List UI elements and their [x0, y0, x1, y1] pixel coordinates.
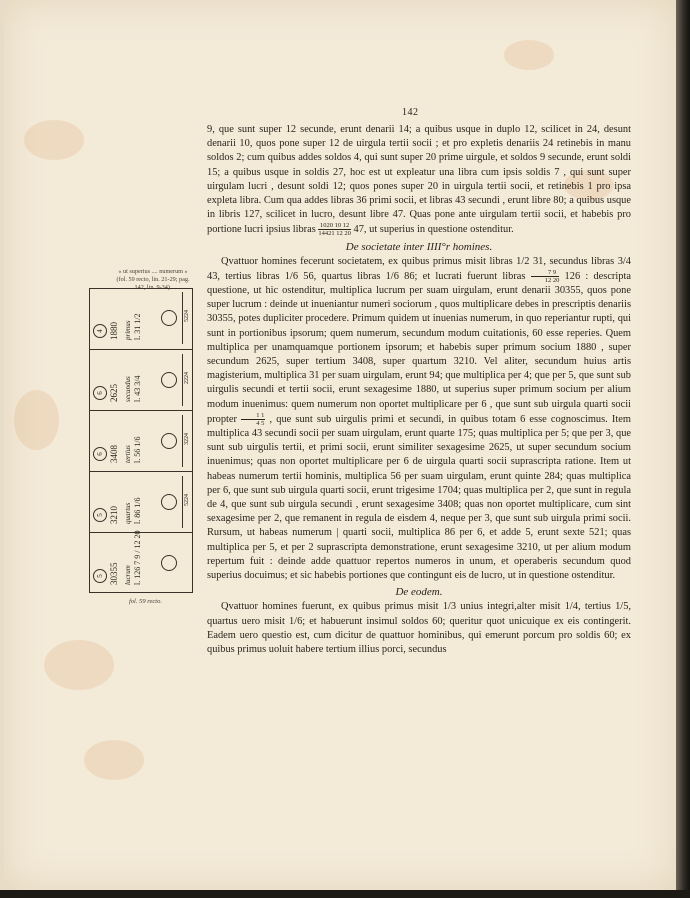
stain — [14, 390, 59, 450]
diagram-label: primus — [124, 320, 132, 340]
fraction-inline: 1/6 — [288, 615, 303, 627]
frac-num: 1020 10 12 — [320, 222, 350, 230]
text-span: , que sunt sub uirgulis primi et secundi, in quibus totam 6 esse cognoscimus. Item multiplica 43 secundi socii per suam uirgulam, erunt quarte 175; quas multiplica per 5; que per 3, que sunt sub uirgulis tertii, et primi socii, erunt similiter sexagesime 2625, ut super secundum socium inuenimus; quas non oportet multiplicare per 6 de uirgula quarti socii suprascripta ratione. Item ut habeas numerum tertii hominis, multiplica 56 per suam uirgulam, erunt quinte 284; quas multiplica per 6, que sunt sub uirgula quarti socii, erunt trigesime 1704; quas multiplica per 2, que sunt in regula de 4, que sunt sub uirgula secundi , erunt sexagesime 3408; quas non oportet multiplicare, cum sint sexagesime per 2, que remanent in regula de eisdem 4, neque per 3, que sunt sub uirgula primi socii. Rursum, ut habeas numerum | quarti socii, multiplica 86 per 6, et adde 5, erunt sexte 521; quas multiplica per 5, et per 2 suprascripta demonstratione, erunt sexagesime 3210, ut per alium modum repertum fuit : deinde adde quattuor repertos numeros in unum, et operaberis secundum quod superius docuimus; et sic habebis portiones que contingunt eis de lucro, ut in questione ostenditur. — [207, 413, 631, 581]
diagram-index: 6 — [93, 447, 107, 461]
text-span: 9, que sunt super 12 secunde, erunt denarii 14; a quibus usque in duplo 12, scilicet in 24, desunt denarii 10, quos pone super 12 de uirgula tertii socii ; et pro expletis denariis 24 retinebis in manu soldos 2; cum quibus addes soldos 4, qui sunt super 20 prime uirgule, et soldos 9 secunde, erunt soldi 15; a quibus usque in soldis 27, hoc est ut expleatur una libra cum ipsis soldis 7 , qui sunt super uirgulam lucri , desunt soldi 12; quos pones super 20 in uirgula tertii socii, et retinebis 1 pro ipsa expleta libra. Cum qua addes libras 36 primi socii, et libras 43 secundi , erunt libre 80; a quibus usque in libris 127, scilicet in lucro, desunt libre 47. Quas pone ante uirgulam tertii socii, et habebis pro portione lucri ipsius libras — [207, 124, 631, 236]
text-span: 31, secundus libras — [532, 255, 615, 267]
diagram-value: l. 31 1/2 — [133, 313, 142, 340]
diagram-rule — [182, 415, 183, 467]
frac-den: 4 5 — [256, 419, 265, 427]
diagram-cell — [89, 410, 193, 471]
frac-num: 7 9 — [531, 269, 560, 277]
diagram-index: 4 — [93, 324, 107, 338]
fraction-inline: 1/5 — [615, 601, 629, 613]
stain — [504, 40, 554, 70]
book-binding — [676, 0, 690, 898]
diagram-index-wrap — [93, 508, 107, 522]
text-span: Qvattuor homines fecerunt societatem, ex quibus primus misit libras — [221, 255, 513, 267]
fraction-inline: 1/4 — [564, 601, 578, 613]
diagram-side-number: 5224 — [184, 494, 190, 506]
diagram — [89, 288, 193, 593]
fraction — [531, 269, 560, 284]
text-span: 43, tertius libras — [207, 270, 280, 282]
diagram-cell — [89, 349, 193, 410]
diagram-cell — [89, 288, 193, 349]
diagram-index-wrap — [93, 386, 107, 400]
fraction-inline: 1/6 — [284, 270, 299, 282]
diagram-label: tertius — [124, 445, 132, 463]
diagram-number: 30355 — [109, 562, 119, 585]
text-span: 56, quartus libras — [303, 270, 381, 282]
diagram-value: l. 56 1/6 — [133, 436, 142, 463]
diagram-circle — [161, 494, 177, 510]
frac-den: 14421 12 20 — [318, 230, 351, 238]
page-number: 142 — [402, 107, 419, 118]
paragraph-1 — [207, 123, 631, 238]
fraction-inline: 3/4 — [617, 255, 631, 267]
diagram-caption: fol. 59 recto. — [129, 598, 162, 605]
diagram-number: 3408 — [109, 445, 119, 463]
text-span: 126 : descripta questione, ut hic ostenditur, multiplica lucrum per suam uirgulam, erunt denarii 30355, quos pone super lucrum : deinde ut inueniantur numeri sociorum , quos multiplicare debes in prescriptis denariis 30355, potes dupliciter procedere. Primum quidem ut inuenias numerum, in quo reperiantur rupti, qui sunt in portionibus ipsorum; quem numerum, secundum modum cuitationis, 60 esse reperies. Quem multiplica per unamquamque portionem ipsorum; et habebis super primum socium 1880 , super secundum 2625, super tertium 3408, super quartum 3210. Vel aliter, secundum huius artis magisterium, multiplica 31 per suam uirgulam, erunt 94; que multiplica per 4; que per 5, que sunt sub uirgulis secundi et tertii socii, erunt sexagesime 1880, ut superius super primum socium per alium modum inuenimus: quem numerum non oportet multiplicare per 6 , que sunt sub uirgula quarti socii propter — [207, 270, 631, 425]
diagram-circle — [161, 310, 177, 326]
diagram-value: l. 86 1/6 — [133, 497, 142, 524]
stain — [24, 120, 84, 160]
stain — [44, 640, 114, 690]
diagram-number: 3210 — [109, 506, 119, 524]
diagram-index: 5 — [93, 569, 107, 583]
fraction-inline: 1/6 — [385, 270, 399, 282]
diagram-label: secundus — [124, 376, 132, 402]
diagram-circle — [161, 433, 177, 449]
diagram-index-wrap — [93, 324, 107, 338]
diagram-side-number: 3224 — [184, 433, 190, 445]
page-edge — [0, 890, 690, 898]
diagram-number: 2625 — [109, 384, 119, 402]
diagram-rule — [182, 292, 183, 344]
section-heading: De eodem. — [395, 586, 443, 599]
diagram-rule — [182, 476, 183, 528]
text-span: , tertius — [577, 601, 611, 613]
text-span: 47, ut superius in questione ostenditur. — [353, 224, 514, 236]
diagram-index: 6 — [93, 386, 107, 400]
margin-note: « ut superius .... numerum » (fol. 59 recto, lin. 21-29; pag. 142, lin. 9-34). — [116, 268, 190, 291]
diagram-side-number: 5224 — [184, 310, 190, 322]
diagram-cell — [89, 532, 193, 593]
frac-num: 1 1 — [241, 412, 265, 420]
body-text — [207, 123, 631, 657]
diagram-index-wrap — [93, 569, 107, 583]
diagram-index-wrap — [93, 447, 107, 461]
section-heading: De societate inter IIII°r homines. — [345, 240, 493, 253]
stain — [84, 740, 144, 780]
text-span: unius integri,alter misit — [460, 601, 561, 613]
page — [4, 0, 676, 890]
text-span: ; et habuerunt insimul soldos 60; queritur quot unicuique ex eis contingerit. Eadem uero questio est, cum dicitur de quattuor hominibus, qui emerunt porcum pro soldis 60; ex quibus primus uoluit habere tertium illius porci, secundus — [207, 615, 631, 655]
fraction — [241, 412, 265, 427]
text-span: , quartus uero misit — [207, 601, 631, 627]
diagram-circle — [161, 372, 177, 388]
diagram-index: 5 — [93, 508, 107, 522]
diagram-label: lucrum — [124, 565, 132, 585]
diagram-label: quartus — [124, 502, 132, 524]
paragraph-2 — [207, 255, 631, 583]
text-span: Qvattuor homines fuerunt, ex quibus primus misit — [221, 601, 439, 613]
diagram-side-number: 2224 — [184, 372, 190, 384]
diagram-value: l. 43 3/4 — [133, 375, 142, 402]
fraction — [318, 222, 351, 237]
diagram-circle — [161, 555, 177, 571]
text-span: 86; et lucrati fuerunt libras — [404, 270, 526, 282]
diagram-number: 1880 — [109, 322, 119, 340]
fraction-inline: 1/2 — [516, 255, 530, 267]
frac-den: 12 20 — [544, 276, 560, 284]
fraction-inline: 1/3 — [442, 601, 457, 613]
diagram-cell — [89, 471, 193, 532]
diagram-value: l. 126 7 9 / 12 20 — [133, 530, 142, 585]
paragraph-3 — [207, 600, 631, 657]
diagram-rule — [182, 354, 183, 406]
